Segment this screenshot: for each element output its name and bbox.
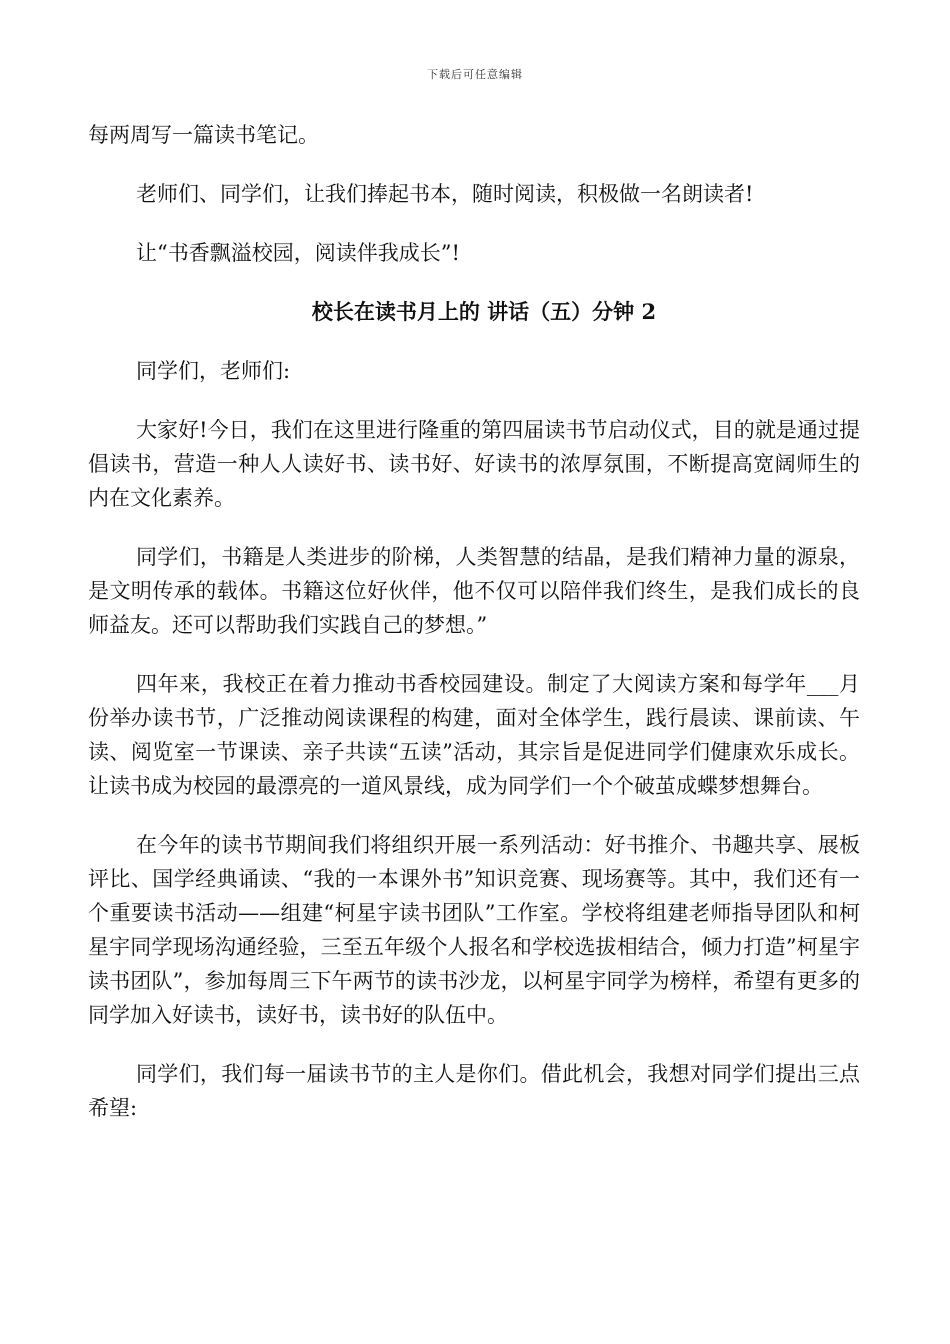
document-body — [88, 118, 860, 1150]
paragraph-hopes: 同学们，我们每一届读书节的主人是你们。借此机会，我想对同学们提出三点希望: — [88, 1062, 860, 1120]
page-header-note: 下载后可任意编辑 — [427, 68, 523, 81]
speech-title: 校长在读书月上的 讲话（五）分钟 2 — [311, 299, 657, 324]
paragraph-greeting: 大家好!今日，我们在这里进行隆重的第四届读书节启动仪式，目的就是通过提倡读书，营造一种人人读好书、读书好、好读书的浓厚氛围，不断提高宽阔师生的内在文化素养。 — [88, 418, 860, 510]
paragraph-continuation: 每两周写一篇读书笔记。 — [88, 123, 319, 147]
paragraph-activities: 在今年的读书节期间我们将组织开展一系列活动：好书推介、书趣共享、展板评比、国学经典诵读、“我的一本课外书”知识竞赛、现场赛等。其中，我们还有一个重要读书活动——组建“柯星宇读书团队”工作室。学校将组建老师指导团队和柯星宇同学现场沟通经验，三至五年级个人报名和学校选拔相结合，倾力打造”柯星宇读书团队”，参加每周三下午两节的读书沙龙，以柯星宇同学为榜样，希望有更多的同学加入好读书，读好书，读书好的队伍中。 — [88, 833, 860, 1027]
paragraph-books-value: 同学们，书籍是人类进步的阶梯，人类智慧的结晶，是我们精神力量的源泉，是文明传承的载体。书籍这位好伙伴，他不仅可以陪伴我们终生，是我们成长的良师益友。还可以帮助我们实践自己的梦想。” — [88, 545, 860, 637]
paragraph-salutation: 同学们，老师们: — [136, 359, 291, 383]
paragraph-four-years: 四年来，我校正在着力推动书香校园建设。制定了大阅读方案和每学年___月份举办读书节，广泛推动阅读课程的构建，面对全体学生，践行晨读、课前读、午读、阅览室一节课读、亲子共读“五读”活动，其宗旨是促进同学们健康欢乐成长。让读书成为校园的最漂亮的一道风景线，成为同学们一个个破茧成蝶梦想舞台。 — [88, 672, 860, 798]
paragraph-closing-call: 老师们、同学们，让我们捧起书本，随时阅读，积极做一名朗读者! — [136, 182, 754, 206]
paragraph-slogan: 让“书香飘溢校园，阅读伴我成长”! — [136, 241, 460, 265]
